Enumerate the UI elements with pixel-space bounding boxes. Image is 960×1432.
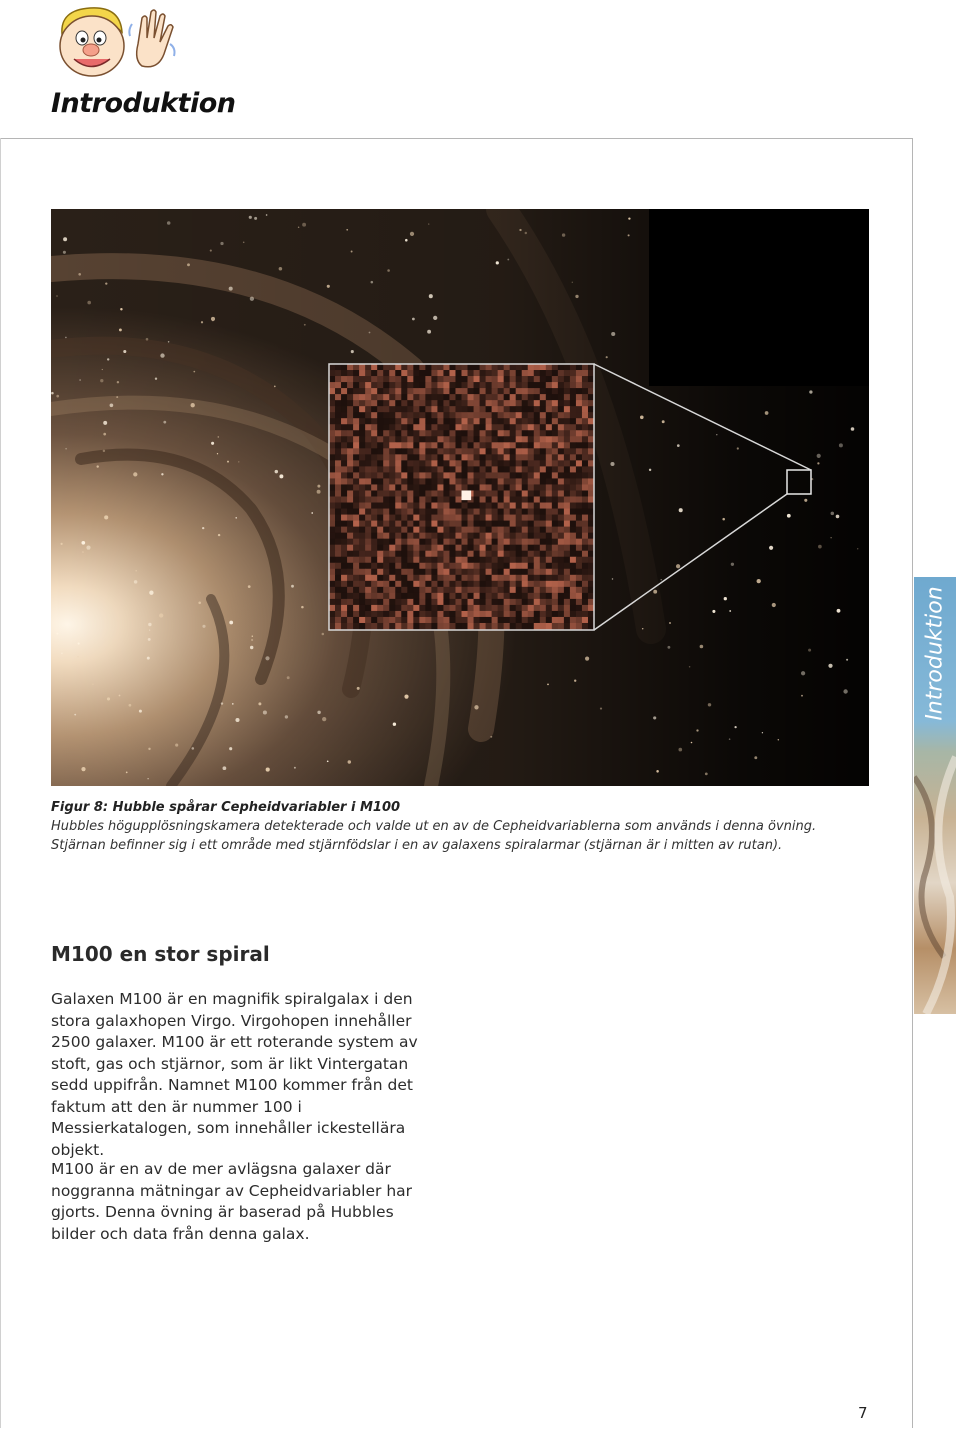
page-frame-top-line bbox=[0, 138, 913, 139]
body-paragraph-1: Galaxen M100 är en magnifik spiralgalax i den stora galaxhopen Virgo. Virgohopen innehåller 2500 galaxer. M100 är ett roterande system av stoft, gas och stjärnor, som är likt Vintergatan sedd uppifrån. Namnet M100 kommer från det faktum att den är nummer 100 i Messierkatalogen, som innehåller ickestellära objekt. bbox=[51, 990, 418, 1159]
body-paragraph-2: M100 är en av de mer avlägsna galaxer där noggranna mätningar av Cepheidvariabler har gjorts. Denna övning är baserad på Hubbles bilder och data från denna galax. bbox=[51, 1160, 413, 1243]
galaxy-m100-photo bbox=[51, 209, 869, 786]
page-title: Introduktion bbox=[51, 88, 236, 119]
page-number: 7 bbox=[858, 1404, 868, 1422]
page-frame-right-line bbox=[912, 138, 913, 1428]
page-frame-left-line bbox=[0, 138, 1, 1428]
side-tab-label: Introduktion bbox=[922, 585, 948, 721]
section-heading: M100 en stor spiral bbox=[51, 942, 270, 966]
zoomed-star-inset bbox=[329, 364, 594, 629]
cartoon-face-waving-icon bbox=[50, 4, 180, 80]
caption-title: Figur 8: Hubble spårar Cepheidvariabler i M100 bbox=[51, 800, 401, 815]
figure-caption bbox=[51, 798, 871, 855]
caption-text: Hubbles högupplösningskamera detekterade och valde ut en av de Cepheidvariablerna som används i denna övning. Stjärnan befinner sig i ett område med stjärnfödslar i en av galaxens spiralarmar (stjärnan är i mitten av rutan). bbox=[51, 819, 817, 853]
